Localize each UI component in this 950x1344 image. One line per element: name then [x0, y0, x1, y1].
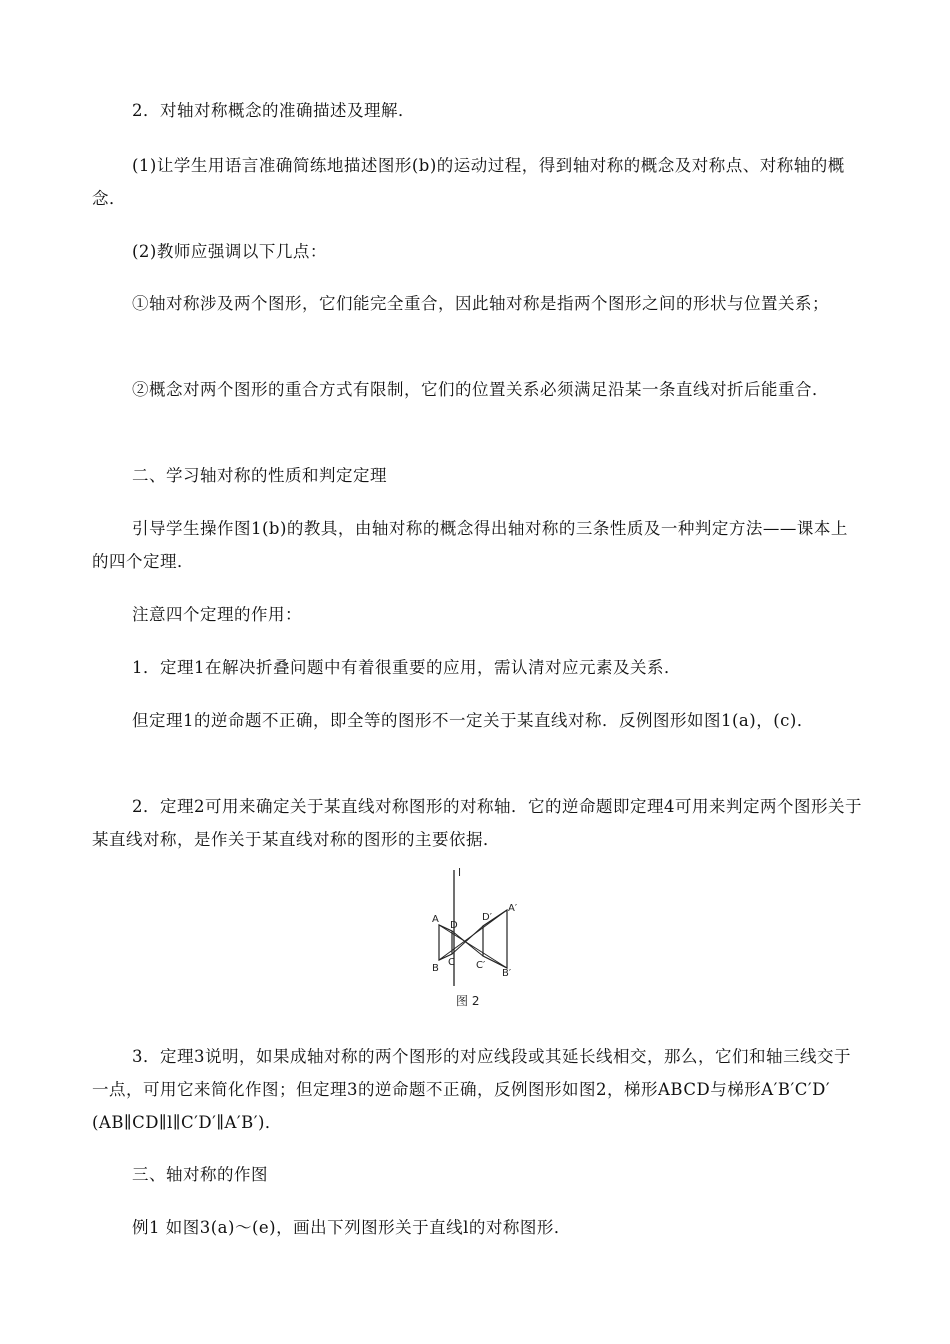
paragraph-2: (1)让学生用语言准确简练地描述图形(b)的运动过程，得到轴对称的概念及对称点、对称轴的概念． — [92, 156, 845, 208]
paragraph-7: 注意四个定理的作用： — [132, 605, 302, 624]
label-b: B — [432, 963, 439, 974]
figure-caption: 图 2 — [456, 994, 480, 1008]
figure-2-diagram — [428, 862, 528, 1010]
label-b-prime: B′ — [502, 968, 512, 979]
paragraph-9: 但定理1的逆命题不正确，即全等的图形不一定关于某直线对称．反例图形如图1(a)，(c)． — [132, 711, 814, 730]
label-l: l — [458, 866, 462, 879]
paragraph-3: (2)教师应强调以下几点： — [132, 242, 327, 261]
figure-2 — [428, 862, 528, 1010]
section-heading-3: 三、轴对称的作图 — [132, 1165, 268, 1184]
paragraph-4: ①轴对称涉及两个图形，它们能完全重合，因此轴对称是指两个图形之间的形状与位置关系； — [132, 294, 829, 313]
paragraph-8: 1．定理1在解决折叠问题中有着很重要的应用，需认清对应元素及关系． — [132, 658, 681, 677]
paragraph-6: 引导学生操作图1(b)的教具，由轴对称的概念得出轴对称的三条性质及一种判定方法——课本上的四个定理． — [92, 519, 848, 571]
line-d-c2 — [452, 931, 483, 956]
label-d-prime: D′ — [482, 912, 492, 923]
label-a: A — [432, 914, 439, 925]
paragraph-5: ②概念对两个图形的重合方式有限制，它们的位置关系必须满足沿某一条直线对折后能重合． — [132, 380, 829, 399]
paragraph-11: 3．定理3说明，如果成轴对称的两个图形的对应线段或其延长线相交，那么，它们和轴三线交于一点，可用它来简化作图；但定理3的逆命题不正确，反例图形如图2，梯形ABCD与梯形A′B′C′D′(AB∥CD∥l∥C′D′∥A′B′)． — [92, 1047, 851, 1132]
label-a-prime: A′ — [508, 903, 518, 914]
label-c-prime: C′ — [476, 960, 486, 971]
section-heading-2: 二、学习轴对称的性质和判定定理 — [132, 466, 387, 485]
label-c: C — [448, 957, 455, 968]
label-d: D — [450, 920, 458, 931]
paragraph-10: 2．定理2可用来确定关于某直线对称图形的对称轴．它的逆命题即定理4可用来判定两个图形关于某直线对称，是作关于某直线对称的图形的主要依据． — [92, 797, 862, 849]
paragraph-1: 2．对轴对称概念的准确描述及理解． — [132, 101, 415, 120]
paragraph-12: 例1 如图3(a)～(e)，画出下列图形关于直线l的对称图形． — [132, 1218, 571, 1237]
